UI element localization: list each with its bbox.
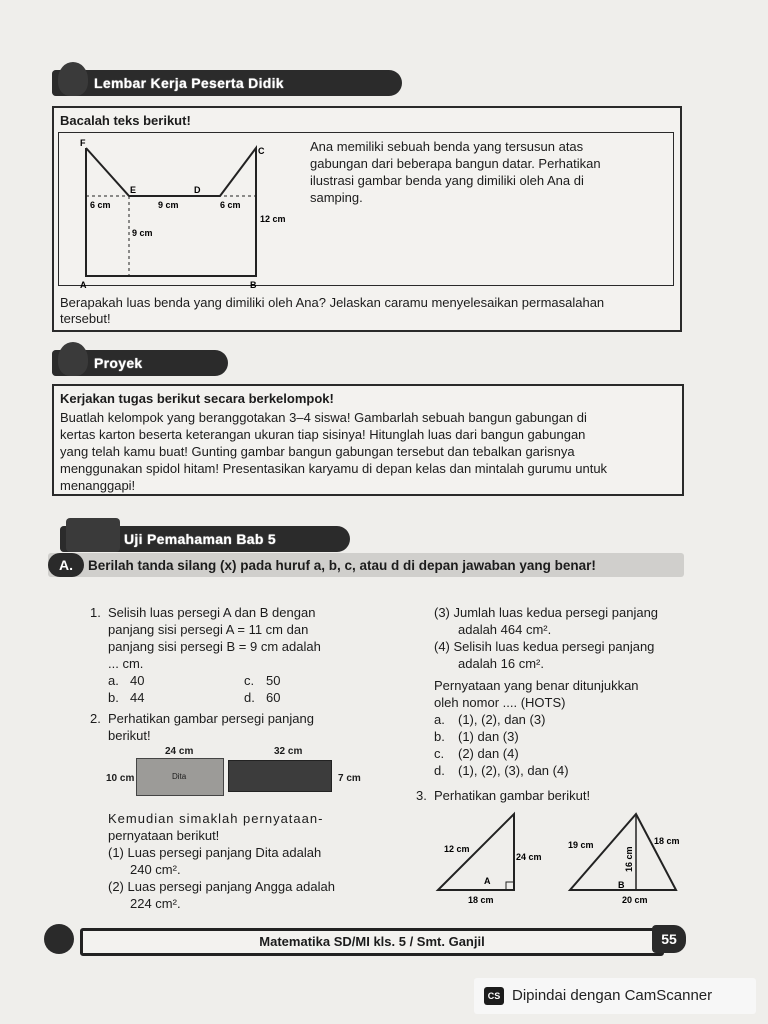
section-a-letter: A. [48, 553, 84, 577]
q2-line: berikut! [108, 728, 151, 743]
footer-logo [44, 924, 74, 954]
q2-ask-line: oleh nomor .... (HOTS) [434, 695, 566, 710]
statement-3-line: (3) Jumlah luas kedua persegi panjang [434, 605, 659, 620]
triangle-a-base: 18 cm [468, 895, 494, 905]
proyek-banner-title: Proyek [94, 355, 143, 371]
statement-4-line: (4) Selisih luas kedua persegi panjang [434, 639, 655, 654]
uji-banner [60, 526, 350, 552]
proyek-line: Buatlah kelompok yang beranggotakan 3–4 siswa! Gambarlah sebuah bangun gabungan di [60, 410, 587, 425]
triangle-a-height: 24 cm [516, 852, 542, 862]
proyek-banner [52, 350, 228, 376]
triangle-b [560, 806, 690, 910]
point-label: E [130, 185, 137, 195]
q2-option-letter[interactable]: a. [434, 712, 445, 727]
q2-number: 2. [90, 711, 101, 726]
q1-option-value: 60 [266, 690, 281, 705]
point-label: B [250, 280, 257, 290]
worksheet-icon [58, 62, 88, 96]
q1-option-value: 50 [266, 673, 281, 688]
story-line: gabungan dari beberapa bangun datar. Perhatikan [310, 156, 601, 171]
q2-option-letter[interactable]: d. [434, 763, 445, 778]
q1-option-letter[interactable]: d. [244, 690, 255, 705]
q2-after-line: Kemudian simaklah pernyataan- [108, 811, 324, 826]
page-number: 55 [652, 925, 686, 953]
triangle-b-base: 20 cm [622, 895, 648, 905]
triangle-b-right: 18 cm [654, 836, 680, 846]
statement-2-line: 224 cm². [130, 896, 181, 911]
composite-shape-figure [74, 138, 314, 298]
q3-text: Perhatikan gambar berikut! [434, 788, 591, 803]
rect-width-label: 32 cm [274, 746, 303, 757]
proyek-box [52, 384, 684, 496]
q1-number: 1. [90, 605, 101, 620]
proyek-line: yang telah kamu buat! Gunting gambar bangun gabungan tersebut dan tebalkan garisnya [60, 444, 575, 459]
scanner-text: Dipindai dengan CamScanner [512, 987, 713, 1004]
lkpd-instruction: Bacalah teks berikut! [60, 113, 191, 128]
length-label: 6 cm [220, 200, 241, 210]
q3-number: 3. [416, 788, 427, 803]
rect-height-label: 7 cm [338, 773, 361, 784]
story-line: samping. [310, 190, 363, 205]
statement-3-line: adalah 464 cm². [458, 622, 552, 637]
q1-line: Selisih luas persegi A dan B dengan [108, 605, 316, 620]
q1-line: panjang sisi persegi B = 9 cm adalah [108, 639, 321, 654]
story-line: ilustrasi gambar benda yang dimiliki oleh Ana di [310, 173, 584, 188]
q1-option-value: 44 [130, 690, 145, 705]
lkpd-question-line: Berapakah luas benda yang dimiliki oleh Ana? Jelaskan caramu menyelesaikan permasalahan [60, 295, 605, 310]
rect-height-label: 10 cm [106, 773, 135, 784]
q2-option-letter[interactable]: b. [434, 729, 445, 744]
proyek-line: menggunakan spidol hitam! Presentasikan karyamu di depan kelas dan mintalah gurumu untuk [60, 461, 608, 476]
rect-dita-name: Dita [172, 772, 187, 781]
rect-angga [228, 760, 332, 792]
lkpd-question-line: tersebut! [60, 311, 111, 326]
q1-option-letter[interactable]: c. [244, 673, 255, 688]
q1-option-letter[interactable]: b. [108, 690, 119, 705]
length-label: 9 cm [158, 200, 179, 210]
point-label: F [80, 138, 86, 148]
scanner-watermark [474, 978, 756, 1014]
story-line: Ana memiliki sebuah benda yang tersusun atas [310, 139, 584, 154]
statement-4-line: adalah 16 cm². [458, 656, 544, 671]
point-label: A [80, 280, 87, 290]
proyek-line: kertas karton beserta keterangan ukuran tiap sisinya! Hitunglah luas dari bangun gabungan [60, 427, 586, 442]
lkpd-box [52, 106, 682, 332]
phone-icon [58, 342, 88, 376]
uji-banner-title: Uji Pemahaman Bab 5 [124, 531, 276, 547]
triangle-a-hyp: 12 cm [444, 844, 470, 854]
point-label: C [258, 146, 265, 156]
q2-option-letter[interactable]: c. [434, 746, 445, 761]
length-label: 6 cm [90, 200, 111, 210]
statement-1-line: 240 cm². [130, 862, 181, 877]
lkpd-banner-title: Lembar Kerja Peserta Didik [94, 75, 284, 91]
triangle-b-left: 19 cm [568, 840, 594, 850]
rect-width-label: 24 cm [165, 746, 194, 757]
length-label: 9 cm [132, 228, 153, 238]
q2-ask-line: Pernyataan yang benar ditunjukkan [434, 678, 639, 693]
triangle-b-name: B [618, 880, 625, 890]
q2-option-value: (1) dan (3) [458, 729, 519, 744]
footer-bar [80, 928, 664, 956]
q1-option-value: 40 [130, 673, 145, 688]
triangle-a-name: A [484, 876, 491, 886]
proyek-title: Kerjakan tugas berikut secara berkelompok! [60, 391, 334, 406]
footer-text: Matematika SD/MI kls. 5 / Smt. Ganjil [259, 934, 485, 949]
q2-option-value: (2) dan (4) [458, 746, 519, 761]
triangle-b-height: 16 cm [624, 846, 634, 872]
length-label: 12 cm [260, 214, 286, 224]
q2-line: Perhatikan gambar persegi panjang [108, 711, 314, 726]
proyek-line: menanggapi! [60, 478, 136, 493]
camscanner-icon: CS [484, 987, 504, 1005]
q2-option-value: (1), (2), dan (3) [458, 712, 546, 727]
q2-option-value: (1), (2), (3), dan (4) [458, 763, 569, 778]
statement-2-line: (2) Luas persegi panjang Angga adalah [108, 879, 335, 894]
statement-1-line: (1) Luas persegi panjang Dita adalah [108, 845, 322, 860]
section-a-instruction: Berilah tanda silang (x) pada huruf a, b, c, atau d di depan jawaban yang benar! [88, 558, 596, 573]
point-label: D [194, 185, 201, 195]
q1-line: ... cm. [108, 656, 144, 671]
q1-line: panjang sisi persegi A = 11 cm dan [108, 622, 309, 637]
lkpd-banner [52, 70, 402, 96]
triangle-a [430, 806, 550, 910]
q1-option-letter[interactable]: a. [108, 673, 119, 688]
q2-after-line: pernyataan berikut! [108, 828, 220, 843]
books-icon [66, 518, 120, 552]
